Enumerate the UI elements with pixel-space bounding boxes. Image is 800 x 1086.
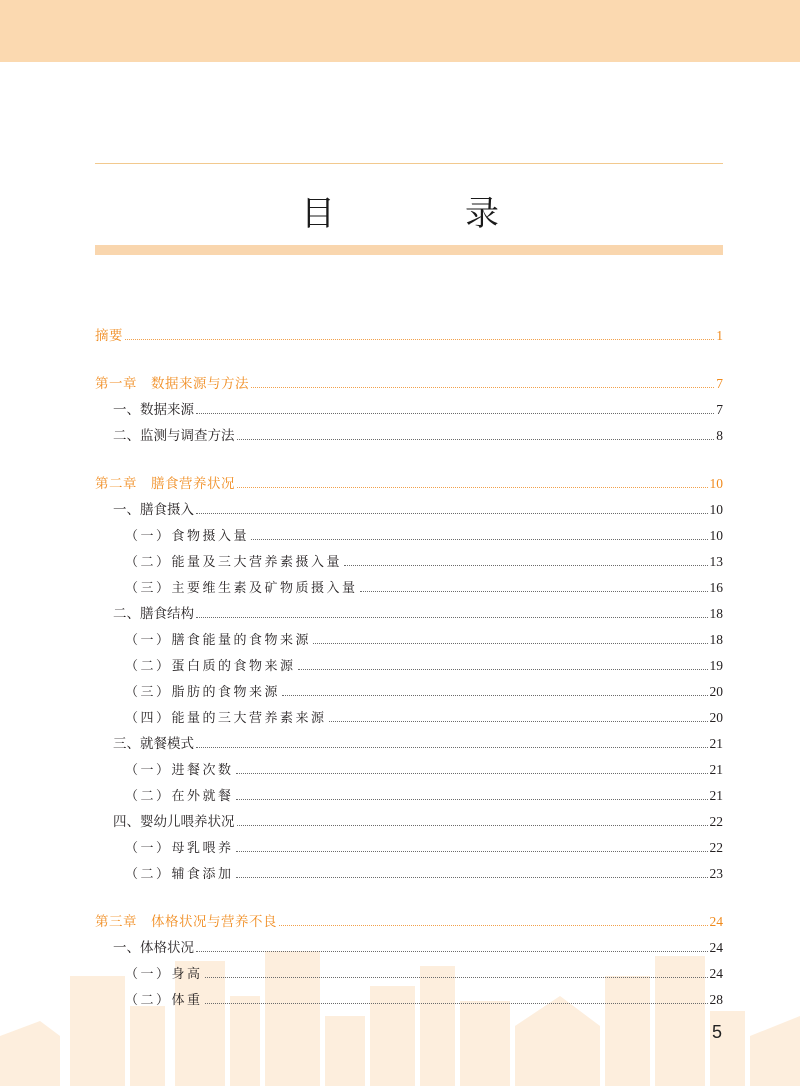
toc-entry[interactable] <box>95 518 723 544</box>
toc-entry-page: 22 <box>709 814 723 829</box>
toc-entry-label: （四）能量的三大营养素来源 <box>125 711 327 726</box>
toc-entry-page: 13 <box>709 554 723 569</box>
toc-entry-page: 10 <box>709 476 723 491</box>
toc-entry-page: 16 <box>709 580 723 595</box>
toc-entry-label: 一、体格状况 <box>113 940 194 956</box>
toc-entry-page: 23 <box>709 866 723 881</box>
toc-entry-page: 10 <box>709 502 723 517</box>
toc-entry-label: （一）母乳喂养 <box>125 841 234 856</box>
toc-leader-dots <box>196 951 708 952</box>
toc-gap <box>95 882 723 904</box>
toc-entry[interactable] <box>95 544 723 570</box>
toc-entry[interactable] <box>95 956 723 982</box>
toc-entry-label: 二、膳食结构 <box>113 606 194 622</box>
toc-entry[interactable] <box>95 778 723 804</box>
toc-entry-page: 20 <box>709 710 723 725</box>
toc-entry-label: （二）在外就餐 <box>125 789 234 804</box>
toc-leader-dots <box>236 851 708 852</box>
toc-entry-page: 19 <box>709 658 723 673</box>
toc-entry-page: 8 <box>716 428 723 443</box>
toc-leader-dots <box>282 695 707 696</box>
toc-entry-label: （二）体重 <box>125 993 203 1008</box>
toc-entry-label: 第三章 体格状况与营养不良 <box>95 914 277 930</box>
toc-entry-label: 三、就餐模式 <box>113 736 194 752</box>
toc-entry-label: （一）膳食能量的食物来源 <box>125 633 312 648</box>
toc-entry-label: （三）脂肪的食物来源 <box>125 685 281 700</box>
page-title: 目 录 <box>301 194 547 234</box>
toc-entry-page: 7 <box>716 402 723 417</box>
toc-entry-page: 7 <box>716 376 723 391</box>
toc-entry[interactable] <box>95 856 723 882</box>
toc-entry-label: （二）辅食添加 <box>125 867 234 882</box>
toc-entry-label: （二）能量及三大营养素摄入量 <box>125 555 343 570</box>
toc-entry-label: （一）食物摄入量 <box>125 529 250 544</box>
toc-leader-dots <box>251 539 707 540</box>
toc-entry-page: 18 <box>709 632 723 647</box>
toc-chapter-entry[interactable] <box>95 466 723 492</box>
toc-entry-page: 1 <box>716 328 723 343</box>
toc-entry-page: 18 <box>709 606 723 621</box>
toc-leader-dots <box>360 591 708 592</box>
header-band <box>0 0 800 62</box>
toc-entry-label: 一、数据来源 <box>113 402 194 418</box>
toc-entry[interactable] <box>95 930 723 956</box>
toc-entry-page: 24 <box>709 940 723 955</box>
toc-entry[interactable] <box>95 804 723 830</box>
toc-entry-label: （一）进餐次数 <box>125 763 234 778</box>
toc-entry-label: 摘要 <box>95 328 123 344</box>
toc-leader-dots <box>237 487 708 488</box>
toc-leader-dots <box>196 617 708 618</box>
toc-chapter-entry[interactable] <box>95 904 723 930</box>
toc-leader-dots <box>251 387 714 388</box>
toc-entry-label: 一、膳食摄入 <box>113 502 194 518</box>
toc-leader-dots <box>313 643 707 644</box>
toc-entry-label: 二、监测与调查方法 <box>113 428 235 444</box>
toc-leader-dots <box>329 721 708 722</box>
toc-entry[interactable] <box>95 982 723 1008</box>
toc-chapter-entry[interactable] <box>95 318 723 344</box>
toc-entry-page: 28 <box>709 992 723 1007</box>
toc-gap <box>95 444 723 466</box>
table-of-contents <box>95 318 723 1008</box>
toc-entry-page: 21 <box>709 788 723 803</box>
toc-entry[interactable] <box>95 622 723 648</box>
toc-entry-page: 20 <box>709 684 723 699</box>
toc-entry-label: （三）主要维生素及矿物质摄入量 <box>125 581 358 596</box>
toc-entry[interactable] <box>95 648 723 674</box>
toc-leader-dots <box>344 565 707 566</box>
toc-entry[interactable] <box>95 674 723 700</box>
toc-leader-dots <box>237 825 708 826</box>
toc-leader-dots <box>205 977 708 978</box>
toc-entry-page: 21 <box>709 762 723 777</box>
toc-leader-dots <box>236 799 708 800</box>
title-top-rule <box>95 163 723 164</box>
toc-entry-label: 第二章 膳食营养状况 <box>95 476 235 492</box>
toc-entry-label: （一）身高 <box>125 967 203 982</box>
toc-entry-page: 24 <box>709 966 723 981</box>
title-bottom-rule <box>95 245 723 255</box>
toc-entry-page: 21 <box>709 736 723 751</box>
toc-chapter-entry[interactable] <box>95 366 723 392</box>
toc-entry[interactable] <box>95 570 723 596</box>
toc-entry-page: 24 <box>709 914 723 929</box>
toc-entry-page: 22 <box>709 840 723 855</box>
toc-entry[interactable] <box>95 726 723 752</box>
toc-entry[interactable] <box>95 392 723 418</box>
toc-leader-dots <box>196 513 708 514</box>
toc-entry[interactable] <box>95 492 723 518</box>
toc-entry-label: 四、婴幼儿喂养状况 <box>113 814 235 830</box>
toc-entry[interactable] <box>95 830 723 856</box>
toc-entry[interactable] <box>95 700 723 726</box>
toc-entry-label: （二）蛋白质的食物来源 <box>125 659 296 674</box>
toc-leader-dots <box>196 413 714 414</box>
toc-leader-dots <box>298 669 708 670</box>
toc-leader-dots <box>237 439 715 440</box>
toc-leader-dots <box>236 773 708 774</box>
toc-leader-dots <box>196 747 708 748</box>
page-number: 5 <box>711 1022 722 1042</box>
toc-leader-dots <box>125 339 714 340</box>
toc-leader-dots <box>205 1003 708 1004</box>
toc-entry[interactable] <box>95 418 723 444</box>
toc-entry-page: 10 <box>709 528 723 543</box>
toc-entry[interactable] <box>95 596 723 622</box>
toc-gap <box>95 344 723 366</box>
toc-leader-dots <box>236 877 708 878</box>
toc-leader-dots <box>279 925 708 926</box>
toc-entry[interactable] <box>95 752 723 778</box>
toc-entry-label: 第一章 数据来源与方法 <box>95 376 249 392</box>
